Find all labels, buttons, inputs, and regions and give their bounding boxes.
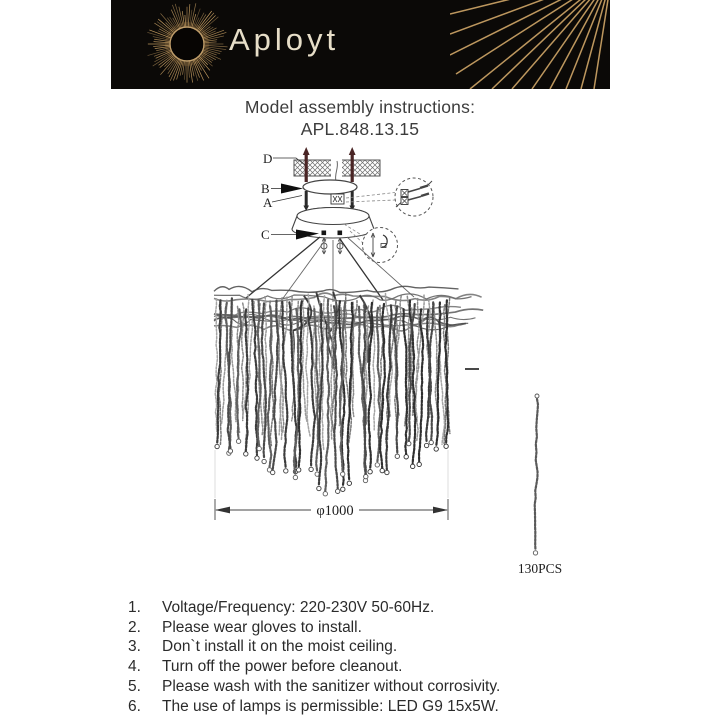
instruction-number: 4.: [128, 658, 141, 676]
model-code: APL.848.13.15: [300, 119, 420, 139]
instruction-item: [112, 657, 652, 677]
label-b: B: [261, 181, 270, 196]
spare-strand: [533, 394, 539, 555]
instruction-text: Don`t install it on the moist ceiling.: [162, 638, 398, 656]
instruction-item: [112, 598, 652, 618]
ray-fan-decoration-icon: [450, 0, 610, 89]
instruction-item: [112, 618, 652, 638]
instruction-item: [112, 637, 652, 657]
instruction-number: 5.: [128, 677, 141, 695]
strand-count-label: 130PCS: [517, 561, 563, 576]
instruction-text: Turn off the power before cleanout.: [162, 658, 403, 676]
dimension-label: φ1000: [316, 503, 354, 519]
instruction-text: The use of lamps is permissible: LED G9 15x5W.: [162, 697, 499, 715]
instruction-text: Please wash with the sanitizer without corrosivity.: [162, 677, 501, 695]
wire-connector-detail: [395, 178, 433, 216]
title-block: [0, 96, 720, 140]
assembly-diagram: [0, 140, 720, 592]
label-c: C: [261, 227, 270, 242]
page-title: Model assembly instructions:: [244, 97, 476, 117]
instruction-number: 1.: [128, 599, 141, 616]
instruction-number: 6.: [128, 697, 141, 715]
instruction-item: [112, 677, 652, 697]
brand-banner: [111, 0, 610, 89]
instructions-list: [112, 598, 652, 716]
chandelier-crystal-strands: [215, 294, 450, 496]
mounting-plate: [303, 180, 357, 194]
instruction-text: Voltage/Frequency: 220-230V 50-60Hz.: [162, 599, 435, 616]
instruction-number: 2.: [128, 618, 141, 636]
terminal-block: [331, 193, 395, 205]
brand-wordmark: Aployt: [229, 22, 340, 57]
instruction-text: Please wear gloves to install.: [162, 618, 362, 636]
instruction-number: 3.: [128, 638, 141, 656]
instruction-item: [112, 697, 652, 717]
label-d: D: [263, 151, 273, 166]
label-a: A: [263, 195, 273, 210]
